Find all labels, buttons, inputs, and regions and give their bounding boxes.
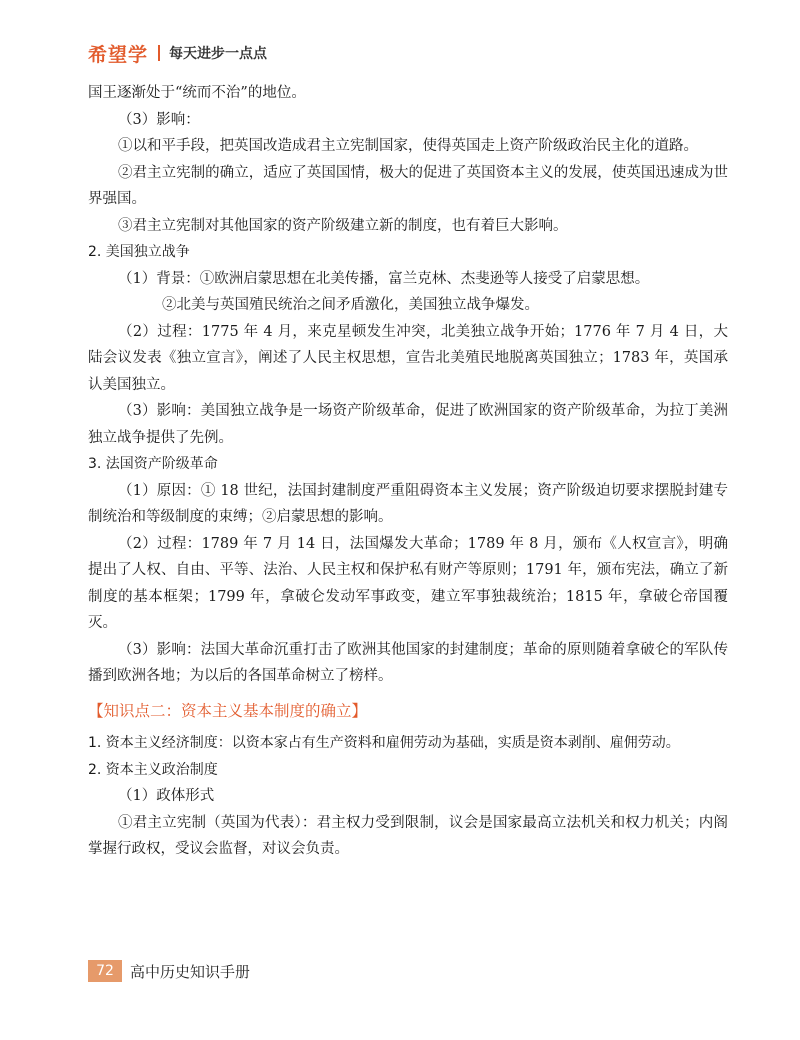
paragraph: （1）背景：①欧洲启蒙思想在北美传播，富兰克林、杰斐逊等人接受了启蒙思想。: [118, 270, 650, 287]
page-body: [88, 80, 728, 863]
paragraph: 国王逐渐处于“统而不治”的地位。: [88, 85, 306, 101]
paragraph: （3）影响：法国大革命沉重打击了欧洲其他国家的封建制度；革命的原则随着拿破仑的军队传播到欧洲各地；为以后的各国革命树立了榜样。: [88, 641, 728, 684]
subheading: （3）影响：: [118, 111, 200, 128]
paragraph: ③君主立宪制对其他国家的资产阶级建立新的制度，也有着巨大影响。: [118, 217, 568, 234]
section-heading: 2. 美国独立战争: [88, 244, 190, 260]
paragraph: ②君主立宪制的确立，适应了英国国情，极大的促进了英国资本主义的发展，使英国迅速成为世界强国。: [88, 164, 728, 207]
knowledge-point-title: 【知识点二：资本主义基本制度的确立】: [88, 701, 368, 720]
paragraph: （1）原因：① 18 世纪，法国封建制度严重阻碍资本主义发展；资产阶级迫切要求摆脱封建专制统治和等级制度的束缚；②启蒙思想的影响。: [88, 482, 728, 525]
subheading: （1）政体形式: [118, 788, 215, 804]
page-footer: [88, 960, 250, 982]
section-heading: 2. 资本主义政治制度: [88, 761, 218, 778]
header-divider: [158, 45, 160, 61]
book-title: 高中历史知识手册: [130, 962, 251, 981]
paragraph: 1. 资本主义经济制度：以资本家占有生产资料和雇佣劳动为基础，实质是资本剥削、雇佣劳动。: [88, 735, 680, 751]
header-slogan: 每天进步一点点: [169, 46, 268, 62]
section-heading: 3. 法国资产阶级革命: [88, 456, 218, 472]
page-header: [88, 40, 267, 66]
paragraph: （2）过程：1789 年 7 月 14 日，法国爆发大革命；1789 年 8 月，颁布《人权宣言》，明确提出了人权、自由、平等、法治、人民主权和保护私有财产等原则；1791 年，颁布宪法，确立了新制度的基本框架；1799 年，拿破仑发动军事政变，建立军事独裁统治；1815 年，拿破仑帝国覆灭。: [88, 535, 728, 631]
paragraph: （3）影响：美国独立战争是一场资产阶级革命，促进了欧洲国家的资产阶级革命，为拉丁美洲独立战争提供了先例。: [88, 403, 728, 446]
paragraph: （2）过程：1775 年 4 月，来克星顿发生冲突，北美独立战争开始；1776 年 7 月 4 日，大陆会议发表《独立宣言》，阐述了人民主权思想，宣告北美殖民地脱离英国独立；1783 年，英国承认美国独立。: [88, 323, 728, 393]
paragraph: ①君主立宪制（英国为代表）：君主权力受到限制，议会是国家最高立法机关和权力机关；内阁掌握行政权，受议会监督，对议会负责。: [88, 814, 728, 857]
paragraph: ②北美与英国殖民统治之间矛盾激化，美国独立战争爆发。: [162, 297, 539, 313]
paragraph: ①以和平手段，把英国改造成君主立宪制国家，使得英国走上资产阶级政治民主化的道路。: [118, 138, 698, 154]
brand-logo: 希望学: [88, 43, 149, 66]
page-number: 72: [88, 960, 122, 982]
